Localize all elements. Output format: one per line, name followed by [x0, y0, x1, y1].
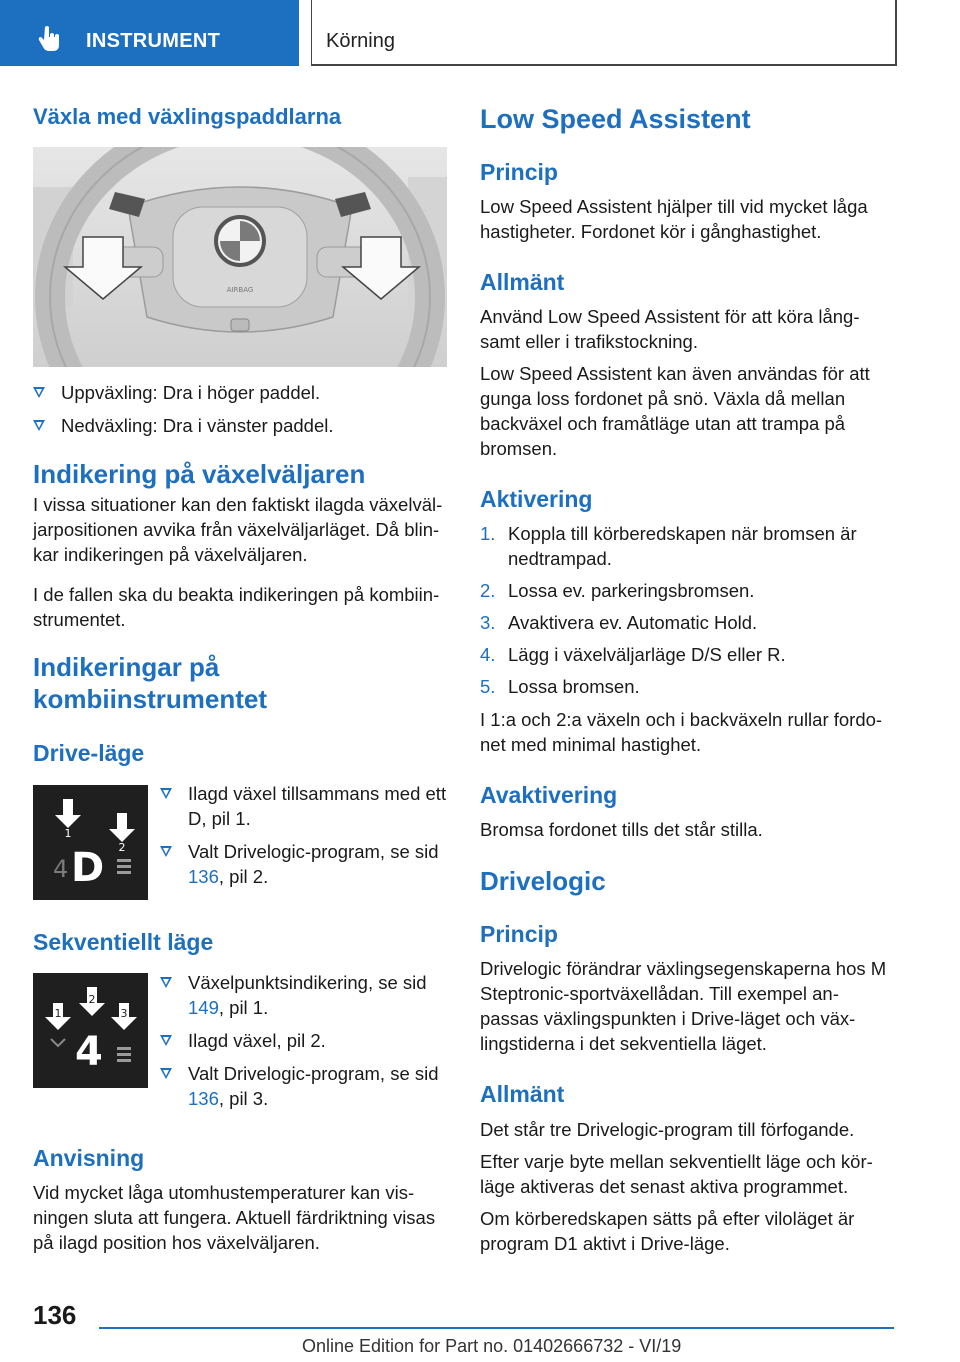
bullet-triangle-icon: [160, 1068, 172, 1079]
aktivering-steps: [480, 521, 890, 699]
drive-mode-display: [33, 785, 148, 900]
hand-pointer-icon: [36, 24, 64, 52]
list-item: 1. Koppla till körberedskapen när bromsen är nedtrampad.: [480, 523, 857, 569]
bullet-triangle-icon: [33, 420, 45, 431]
lsa-heading: Low Speed Assistent: [480, 104, 751, 134]
kombi-heading: Indikeringar på kombiinstrumentet: [33, 652, 268, 714]
airbag-badge: AIRBAG: [226, 286, 254, 294]
dl-allmant-text-2: Efter varje byte mellan sekventiellt läge och kör-läge aktiveras det senast aktiva programmet.: [480, 1151, 873, 1197]
list-item: 5. Lossa bromsen.: [480, 676, 640, 697]
page-link[interactable]: 136: [188, 1088, 219, 1109]
list-item: Växelpunktsindikering, se sid 149, pil 1.: [160, 970, 450, 1020]
seq-arrow-1-label: 1: [54, 1007, 62, 1020]
list-item: Ilagd växel, pil 2.: [160, 1028, 450, 1053]
aktivering-heading: Aktivering: [480, 486, 593, 512]
seq-arrow-3-label: 3: [120, 1007, 128, 1020]
list-item: Valt Drivelogic-program, se sid 136, pil 2.: [160, 839, 450, 889]
steering-wheel-image: [33, 147, 447, 367]
chapter-label: Körning: [326, 30, 395, 52]
dl-allmant-text-1: Det står tre Drivelogic-program till förfogande.: [480, 1119, 855, 1140]
drive-mode-list: [160, 781, 450, 889]
indication-text-1: I vissa situationer kan den faktiskt ilagda växelväl-jarpositionen avvika från växelväljarläget. Då blin-kar indikeringen på växelväljaren.: [33, 494, 443, 565]
allmant-text-1: Använd Low Speed Assistent för att köra lång-samt eller i trafikstockning.: [480, 306, 860, 352]
princip-heading: Princip: [480, 159, 558, 185]
bullet-triangle-icon: [33, 387, 45, 398]
aktivering-after: I 1:a och 2:a växeln och i backväxeln rullar fordo-net med minimal hastighet.: [480, 709, 883, 755]
list-item: 2. Lossa ev. parkeringsbromsen.: [480, 580, 755, 601]
sequential-heading: Sekventiellt läge: [33, 929, 214, 955]
gear-number: 4: [53, 855, 69, 883]
seq-gear: 4: [75, 1029, 103, 1075]
edition-text: Online Edition for Part no. 01402666732 - VI/19: [302, 1336, 682, 1356]
dl-princip-heading: Princip: [480, 921, 558, 947]
footer-divider: [99, 1327, 894, 1329]
allmant-heading: Allmänt: [480, 269, 565, 295]
sequential-display: [33, 973, 148, 1088]
gear-letter: D: [71, 845, 105, 891]
section-tab[interactable]: [0, 0, 299, 66]
list-item: Uppväxling: Dra i höger paddel.: [33, 380, 447, 405]
arrow-1-label: 1: [64, 827, 72, 840]
bullet-triangle-icon: [160, 846, 172, 857]
list-item: 4. Lägg i växelväljarläge D/S eller R.: [480, 644, 786, 665]
arrow-2-label: 2: [118, 841, 126, 854]
chapter-header: [311, 0, 897, 66]
page-link[interactable]: 149: [188, 997, 219, 1018]
dl-princip-text: Drivelogic förändrar växlingsegenskaperna hos M Steptronic-sportväxellådan. Till exempel an-passas växlingspunkten i Drive-läget och väx-lingstiderna i det sekventiella läget.: [480, 958, 887, 1054]
seq-arrow-2-label: 2: [88, 993, 96, 1006]
bullet-triangle-icon: [160, 788, 172, 799]
bullet-triangle-icon: [160, 1035, 172, 1046]
drivelogic-heading: Drivelogic: [480, 866, 606, 896]
page-link[interactable]: 136: [188, 866, 219, 887]
bullet-triangle-icon: [160, 977, 172, 988]
note-text: Vid mycket låga utomhustemperaturer kan vis-ningen sluta att fungera. Aktuell färdriktning visas på ilagd position hos växelväljaren.: [33, 1182, 436, 1253]
note-heading: Anvisning: [33, 1145, 145, 1171]
section-label: INSTRUMENT: [86, 30, 221, 52]
avaktivering-heading: Avaktivering: [480, 782, 618, 808]
avaktivering-text: Bromsa fordonet tills det står stilla.: [480, 819, 763, 840]
paddles-list: [33, 380, 447, 438]
list-item: Valt Drivelogic-program, se sid 136, pil 3.: [160, 1061, 450, 1111]
sequential-list: [160, 970, 450, 1111]
list-item: 3. Avaktivera ev. Automatic Hold.: [480, 612, 758, 633]
indication-text-2: I de fallen ska du beakta indikeringen på kombiin-strumentet.: [33, 584, 440, 630]
dl-allmant-text-3: Om körberedskapen sätts på efter viloläget är program D1 aktivt i Drive-läge.: [480, 1208, 855, 1254]
princip-text: Low Speed Assistent hjälper till vid mycket låga hastigheter. Fordonet kör i gånghastighet.: [480, 196, 868, 242]
paddles-heading: Växla med växlingspaddlarna: [33, 104, 342, 129]
allmant-text-2: Low Speed Assistent kan även användas för att gunga loss fordonet på snö. Växla då mellan backväxel och framåtläge utan att trampa på bromsen.: [480, 363, 870, 459]
drive-mode-heading: Drive-läge: [33, 740, 145, 766]
list-item: Nedväxling: Dra i vänster paddel.: [33, 413, 447, 438]
list-item: Ilagd växel tillsammans med ett D, pil 1.: [160, 781, 450, 831]
page-number: 136: [33, 1300, 77, 1330]
dl-allmant-heading: Allmänt: [480, 1081, 565, 1107]
indication-heading: Indikering på växelväljaren: [33, 459, 366, 489]
